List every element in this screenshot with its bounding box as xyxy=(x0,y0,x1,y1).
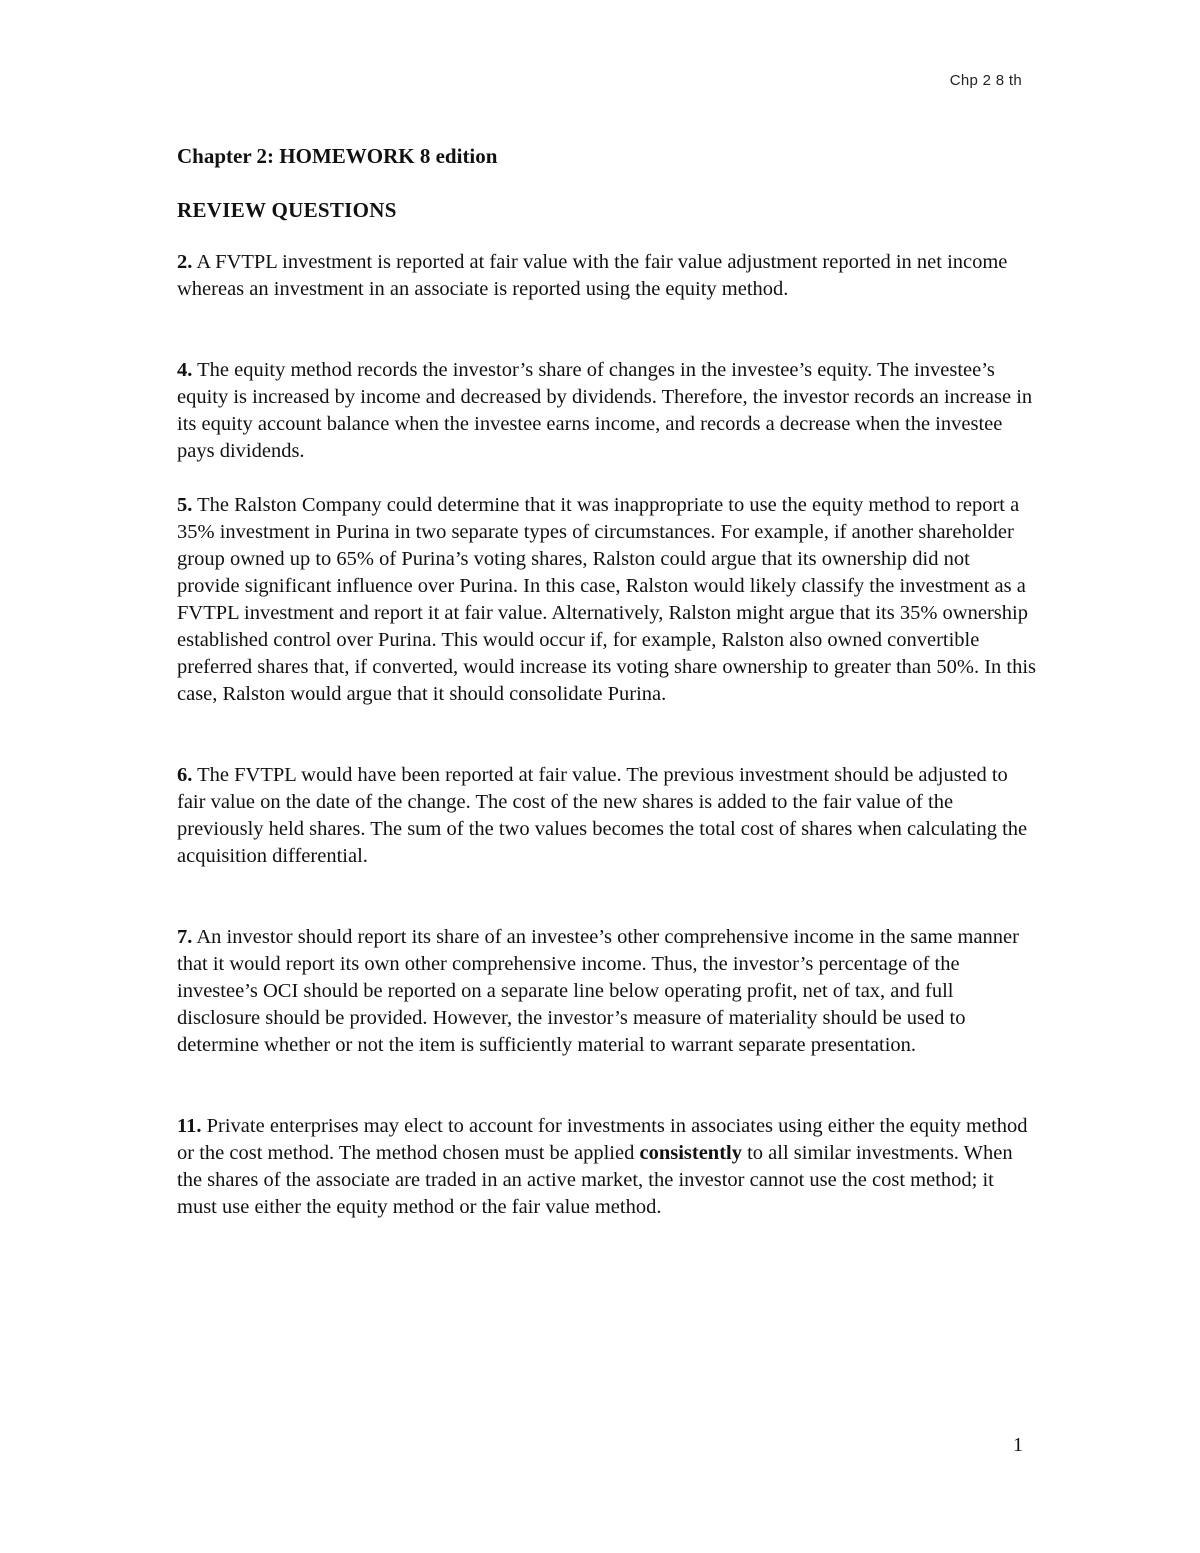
answer-number: 5. xyxy=(177,494,193,516)
answer-number: 2. xyxy=(177,251,193,273)
answer-text: to all similar investments. When the shares of the associate are traded in an active market, the investor cannot use the cost method; it must use either the equity method or the fair value method. xyxy=(177,1142,1013,1218)
answer-text: A FVTPL investment is reported at fair value with the fair value adjustment reported in net income whereas an investment in an associate is reported using the equity method. xyxy=(177,251,1008,300)
answer-4 xyxy=(177,357,1037,465)
answer-6 xyxy=(177,762,1037,870)
answer-number: 11. xyxy=(177,1115,202,1137)
answer-2 xyxy=(177,249,1037,303)
document-title: Chapter 2: HOMEWORK 8 edition xyxy=(177,144,498,168)
answer-5 xyxy=(177,492,1037,708)
answer-text: The FVTPL would have been reported at fair value. The previous investment should be adjusted to fair value on the date of the change. The cost of the new shares is added to the fair value of the previously held shares. The sum of the two values becomes the total cost of shares when calculating the acquisition differential. xyxy=(177,764,1028,867)
answer-number: 4. xyxy=(177,359,193,381)
page-number: 1 xyxy=(1013,1434,1023,1456)
answer-text: The equity method records the investor’s share of changes in the investee’s equity. The investee’s equity is increased by income and decreased by dividends. Therefore, the investor records an increase in its equity account balance when the investee earns income, and records a decrease when the investee pays dividends. xyxy=(177,359,1033,462)
answer-text: An investor should report its share of an investee’s other comprehensive income in the same manner that it would report its own other comprehensive income. Thus, the investor’s percentage of the investee’s OCI should be reported on a separate line below operating profit, net of tax, and full disclosure should be provided. However, the investor’s measure of materiality should be used to determine whether or not the item is sufficiently material to warrant separate presentation. xyxy=(177,926,1019,1056)
answer-11 xyxy=(177,1113,1037,1221)
answer-number: 6. xyxy=(177,764,193,786)
answer-text: Private enterprises may elect to account for investments in associates using either the equity method or the cost method. The method chosen must be applied xyxy=(177,1115,1028,1164)
answer-number: 7. xyxy=(177,926,193,948)
running-header: Chp 2 8 th xyxy=(949,72,1022,89)
answer-7 xyxy=(177,924,1037,1059)
section-heading: REVIEW QUESTIONS xyxy=(177,198,397,222)
document-body xyxy=(177,141,1037,1221)
answer-emphasis: consistently xyxy=(639,1142,742,1164)
answer-text: The Ralston Company could determine that it was inappropriate to use the equity method to report a 35% investment in Purina in two separate types of circumstances. For example, if another shareholder group owned up to 65% of Purina’s voting shares, Ralston could argue that its ownership did not provide significant influence over Purina. In this case, Ralston would likely classify the investment as a FVTPL investment and report it at fair value. Alternatively, Ralston might argue that its 35% ownership established control over Purina. This would occur if, for example, Ralston also owned convertible preferred shares that, if converted, would increase its voting share ownership to greater than 50%. In this case, Ralston would argue that it should consolidate Purina. xyxy=(177,494,1037,705)
